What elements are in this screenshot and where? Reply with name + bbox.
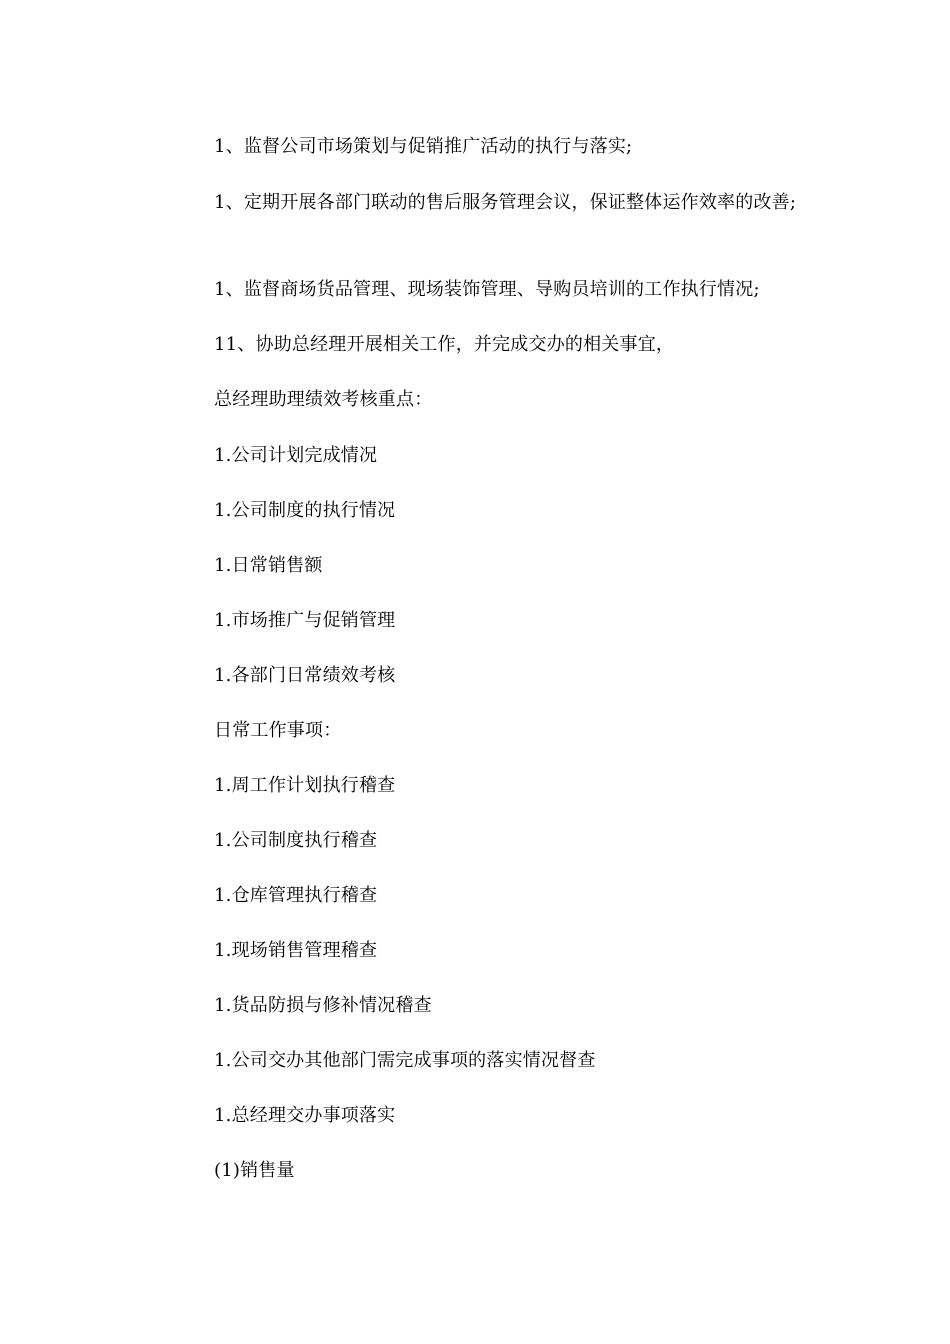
section-heading-kpi: 总经理助理绩效考核重点： <box>214 389 433 410</box>
list-item: 1.日常销售额 <box>214 555 323 576</box>
list-item: 1.市场推广与促销管理 <box>214 610 396 631</box>
list-item: (1)销售量 <box>214 1160 295 1181</box>
paragraph-3: 1、监督商场货品管理、现场装饰管理、导购员培训的工作执行情况; <box>214 279 760 300</box>
paragraph-1: 1、监督公司市场策划与促销推广活动的执行与落实; <box>214 136 633 157</box>
section-heading-daily: 日常工作事项： <box>214 720 342 741</box>
list-item: 1.公司制度执行稽查 <box>214 830 378 851</box>
list-item: 1.公司制度的执行情况 <box>214 500 396 521</box>
list-item: 1.现场销售管理稽查 <box>214 940 378 961</box>
list-item: 1.周工作计划执行稽查 <box>214 775 396 796</box>
paragraph-2: 1、定期开展各部门联动的售后服务管理会议，保证整体运作效率的改善; <box>214 192 797 213</box>
paragraph-4: 11、协助总经理开展相关工作，并完成交办的相关事宜， <box>214 334 675 355</box>
list-item: 1.总经理交办事项落实 <box>214 1105 396 1126</box>
list-item: 1.公司计划完成情况 <box>214 445 378 466</box>
list-item: 1.货品防损与修补情况稽查 <box>214 995 432 1016</box>
list-item: 1.公司交办其他部门需完成事项的落实情况督查 <box>214 1050 596 1071</box>
list-item: 1.各部门日常绩效考核 <box>214 665 396 686</box>
list-item: 1.仓库管理执行稽查 <box>214 885 378 906</box>
